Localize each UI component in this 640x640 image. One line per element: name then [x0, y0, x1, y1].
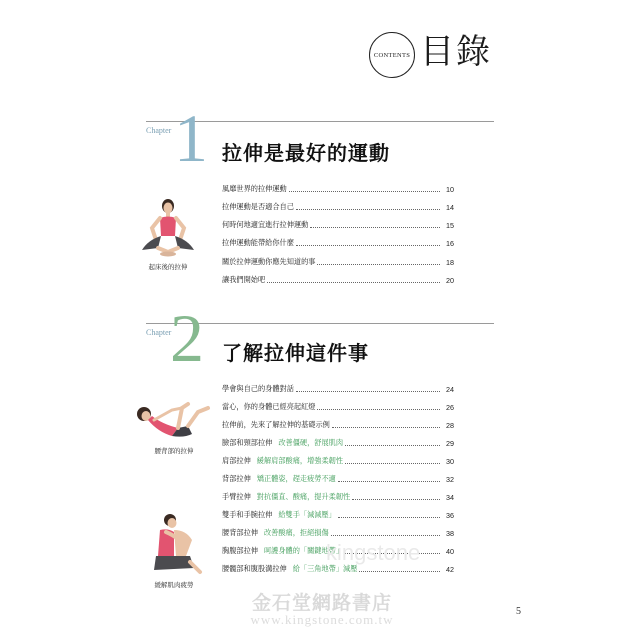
toc-entry-title: 腰髖部和腹股溝拉伸 — [222, 564, 287, 573]
chapter-1-label: Chapter — [146, 126, 172, 135]
toc-entry[interactable] — [222, 234, 454, 248]
leader-dots — [296, 390, 440, 392]
leader-dots — [332, 426, 440, 428]
leader-dots — [331, 534, 440, 536]
photo-woman-lying-leg-stretch-icon — [132, 398, 216, 444]
toc-entry-page: 42 — [446, 565, 454, 574]
toc-entry-title: 背部拉伸 — [222, 474, 251, 483]
toc-entry[interactable] — [222, 434, 454, 448]
photo-woman-seated-stretch-icon — [136, 196, 200, 262]
toc-entry[interactable] — [222, 380, 454, 394]
toc-entry-page: 40 — [446, 547, 454, 556]
toc-entry[interactable] — [222, 488, 454, 502]
leader-dots — [296, 244, 440, 246]
chapter-2-photo-caption-b: 緩解肌肉疲勞 — [154, 581, 194, 589]
leader-dots — [345, 462, 440, 464]
toc-entry-subtitle: 呵護身體的「關鍵地帶」 — [263, 546, 344, 555]
watermark-brand: kingstone — [326, 540, 421, 565]
chapter-1-photo-caption: 起床後的拉伸 — [148, 263, 188, 271]
toc-entry-page: 30 — [446, 457, 454, 466]
toc-entry-page: 32 — [446, 475, 454, 484]
watermark-text: 金石堂網路書店 — [251, 592, 392, 614]
leader-dots — [345, 444, 440, 446]
toc-entry-page: 20 — [446, 276, 454, 285]
toc-entry-title: 手臂拉伸 — [222, 492, 251, 501]
toc-entry-subtitle: 對抗僵直、酸痛，提升柔韌性 — [256, 492, 351, 501]
page-title: 目錄 — [420, 32, 492, 72]
leader-dots — [317, 408, 440, 410]
toc-entry[interactable] — [222, 198, 454, 212]
toc-entry[interactable] — [222, 524, 454, 538]
chapter-2-label: Chapter — [146, 328, 172, 337]
chapter-2-title: 了解拉伸這件事 — [222, 341, 369, 365]
leader-dots — [289, 190, 440, 192]
toc-entry[interactable] — [222, 253, 454, 267]
toc-entry-page: 29 — [446, 439, 454, 448]
toc-entry-page: 36 — [446, 511, 454, 520]
leader-dots — [338, 516, 440, 518]
toc-entry[interactable] — [222, 452, 454, 466]
toc-entry-title: 腰背部拉伸 — [222, 528, 258, 537]
toc-entry-title: 肩部拉伸 — [222, 456, 251, 465]
toc-entry-subtitle: 給雙手「減減壓」 — [278, 510, 336, 519]
photo-woman-seated-hug-knees-icon — [146, 512, 204, 578]
toc-entry-page: 15 — [446, 221, 454, 230]
toc-entry-title: 雙手和手腕拉伸 — [222, 510, 273, 519]
toc-entry-title: 風靡世界的拉伸運動 — [222, 184, 287, 193]
toc-entry-title: 關於拉伸運動你應先知道的事 — [222, 257, 316, 266]
toc-entry[interactable] — [222, 180, 454, 194]
contents-badge-label: CONTENTS — [373, 51, 411, 59]
toc-entry-subtitle: 矯正體姿，趕走疲勞不適 — [256, 474, 336, 483]
toc-entry-title: 胸腹部拉伸 — [222, 546, 258, 555]
toc-entry-subtitle: 給「三角地帶」減壓 — [292, 564, 358, 573]
toc-entry-title: 拉伸前，先來了解拉伸的基礎示例 — [222, 420, 330, 429]
leader-dots — [317, 263, 440, 265]
toc-entry-page: 18 — [446, 258, 454, 267]
toc-entry-page: 10 — [446, 185, 454, 194]
toc-entry-title: 拉伸運動能帶給你什麼 — [222, 238, 294, 247]
toc-entry-page: 26 — [446, 403, 454, 412]
toc-entry[interactable] — [222, 398, 454, 412]
contents-badge — [369, 32, 415, 78]
leader-dots — [267, 281, 440, 283]
toc-entry-title: 何時何地適宜進行拉伸運動 — [222, 220, 309, 229]
toc-entry[interactable] — [222, 271, 454, 285]
toc-entry-subtitle: 改善僵硬，舒展肌肉 — [278, 438, 344, 447]
toc-entry-subtitle: 緩解肩部酸痛，增強柔韌性 — [256, 456, 344, 465]
toc-entry-page: 38 — [446, 529, 454, 538]
leader-dots — [310, 226, 440, 228]
toc-entry[interactable] — [222, 470, 454, 484]
toc-entry-title: 拉伸運動是否適合自己 — [222, 202, 294, 211]
leader-dots — [359, 570, 440, 572]
leader-dots — [338, 480, 440, 482]
chapter-2-number: 2 — [170, 300, 204, 376]
toc-entry-title: 當心，你的身體已經亮起紅燈 — [222, 402, 316, 411]
watermark-url: www.kingstone.com.tw — [250, 612, 394, 627]
toc-entry[interactable] — [222, 506, 454, 520]
leader-dots — [352, 498, 440, 500]
toc-entry-page: 28 — [446, 421, 454, 430]
toc-entry-page: 14 — [446, 203, 454, 212]
page-number: 5 — [516, 606, 521, 617]
toc-entry-page: 24 — [446, 385, 454, 394]
chapter-1-number: 1 — [174, 100, 208, 176]
leader-dots — [296, 208, 440, 210]
chapter-1-title: 拉伸是最好的運動 — [222, 141, 390, 165]
toc-entry[interactable] — [222, 416, 454, 430]
toc-entry-page: 34 — [446, 493, 454, 502]
chapter-2-photo-caption-a: 腰背部的拉伸 — [154, 447, 194, 455]
toc-entry[interactable] — [222, 216, 454, 230]
toc-entry-page: 16 — [446, 239, 454, 248]
toc-entry-title: 學會與自己的身體對話 — [222, 384, 294, 393]
toc-entry-subtitle: 改善酸痛，拒絕損傷 — [263, 528, 329, 537]
toc-entry-title: 臉部和頸部拉伸 — [222, 438, 273, 447]
toc-entry-title: 讓我們開始吧 — [222, 275, 266, 284]
